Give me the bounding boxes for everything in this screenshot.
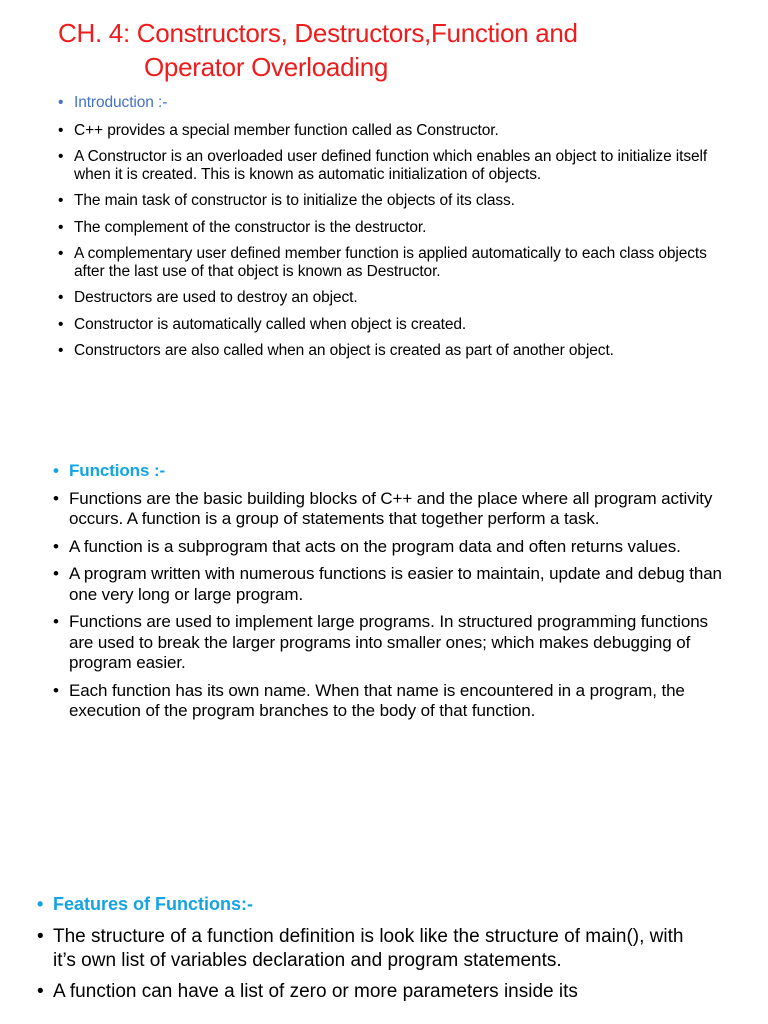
title-line-1: CH. 4: Constructors, Destructors,Function and (58, 18, 578, 48)
list-item: • Constructors are also called when an object is created as part of another object. (74, 342, 734, 360)
list-item: • C++ provides a special member function called as Constructor. (74, 122, 734, 140)
list-item: • The main task of constructor is to initialize the objects of its class. (74, 192, 734, 210)
list-item: • Functions are used to implement large programs. In structured programming functions are used to break the larger programs into smaller ones; which makes debugging of program easier. (69, 612, 729, 674)
list-item: • Functions are the basic building blocks of C++ and the place where all program activity occurs. A function is a group of statements that together perform a task. (69, 489, 729, 530)
functions-section (69, 461, 729, 729)
list-item: • A program written with numerous functions is easier to maintain, update and debug than one very long or large program. (69, 564, 729, 605)
functions-heading: • Functions :- (69, 461, 729, 482)
list-item: • The complement of the constructor is the destructor. (74, 219, 734, 237)
list-item: • A function is a subprogram that acts on the program data and often returns values. (69, 537, 729, 558)
features-list (53, 892, 693, 1004)
title-line-2: Operator Overloading (144, 52, 389, 82)
list-item: • A Constructor is an overloaded user defined function which enables an object to initialize itself when it is created. This is known as automatic initialization of objects. (74, 148, 734, 183)
list-item: • A function can have a list of zero or more parameters inside its (53, 980, 693, 1004)
functions-list (69, 461, 729, 722)
features-heading: • Features of Functions:- (53, 892, 693, 916)
introduction-list (74, 94, 734, 360)
introduction-section (74, 94, 734, 369)
list-item: • Destructors are used to destroy an object. (74, 289, 734, 307)
list-item: • A complementary user defined member function is applied automatically to each class objects after the last use of that object is known as Destructor. (74, 245, 734, 280)
list-item: • Constructor is automatically called when object is created. (74, 316, 734, 334)
list-item: • Each function has its own name. When that name is encountered in a program, the execution of the program branches to the body of that function. (69, 681, 729, 722)
list-item: • The structure of a function definition is look like the structure of main(), with it’s own list of variables declaration and program statements. (53, 925, 693, 973)
features-section (53, 892, 693, 1011)
introduction-heading: • Introduction :- (74, 94, 734, 112)
page-title (58, 16, 748, 84)
